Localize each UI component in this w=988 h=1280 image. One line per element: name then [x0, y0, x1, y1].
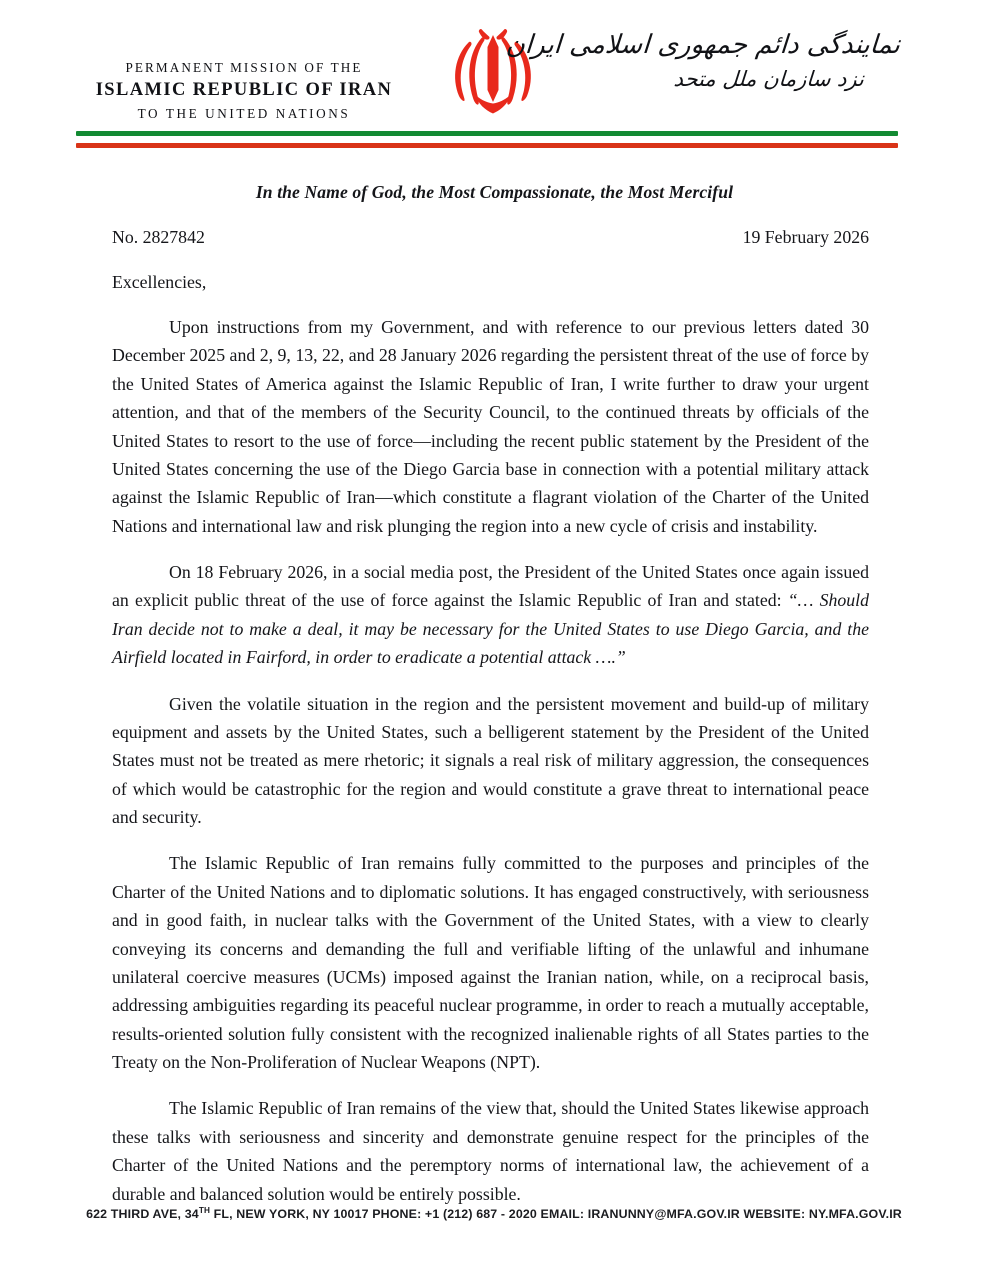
paragraph-1: Upon instructions from my Government, and with reference to our previous letters dated 30 December 2025 and 2, 9, 13, 22, and 28 January 2026 regarding the persistent threat of the use of force by the United States of America against the Islamic Republic of Iran, I write further to draw your urgent attention, and that of the members of the Security Council, to the continued threats by officials of the United States to resort to the use of force—including the recent public statement by the President of the United States concerning the use of the Diego Garcia base in connection with a potential military attack against the Islamic Republic of Iran—which constitute a flagrant violation of the Charter of the United Nations and international law and risk plunging the region into a new cycle of crisis and instability.: [112, 317, 869, 536]
salutation: Excellencies,: [112, 272, 207, 292]
paragraph-4: The Islamic Republic of Iran remains fully committed to the purposes and principles of the Charter of the United Nations and to diplomatic solutions. It has engaged constructively, with seriousness and in good faith, in nuclear talks with the Government of the United States, with a view to clearly conveying its concerns and demanding the full and verifiable lifting of the unlawful and inhumane unilateral coercive measures (UCMs) imposed against the Iranian nation, while, on a reciprocal basis, addressing ambiguities regarding its peaceful nuclear programme, in order to reach a mutually acceptable, results-oriented solution fully consistent with the recognized inalienable rights of all States parties to the Treaty on the Non-Proliferation of Nuclear Weapons (NPT).: [112, 853, 869, 1072]
letterhead: [0, 0, 988, 160]
persian-title-line-1: نمایندگی دائم جمهوری اسلامی ایران: [504, 30, 902, 60]
mission-title-block: [84, 58, 404, 123]
document-date: 19 February 2026: [742, 227, 869, 247]
paragraph-2-quote: [112, 558, 869, 672]
mission-title-line-3: TO THE UNITED NATIONS: [137, 106, 351, 122]
quoted-statement: “… Should Iran decide not to make a deal, it may be necessary for the United States to use Diego Garcia, and the Airfield located in Fairford, in order to eradicate a potential attack ….”: [112, 590, 869, 668]
persian-title-line-2: نزد سازمان ملل متحد: [672, 67, 865, 92]
letterhead-red-rule: [76, 143, 898, 148]
letterhead-green-rule: [76, 131, 898, 136]
document-number: No. 2827842: [112, 227, 205, 247]
footer-ordinal-suffix: TH: [198, 1205, 211, 1215]
paragraph-5: The Islamic Republic of Iran remains of the view that, should the United States likewise approach these talks with seriousness and sincerity and demonstrate genuine respect for the principles of the Charter of the United Nations and the peremptory norms of international law, the achievement of a durable and balanced solution would be entirely possible.: [112, 1098, 869, 1204]
mission-title-line-2: ISLAMIC REPUBLIC OF IRAN: [95, 80, 393, 101]
letter-body: [112, 182, 869, 1208]
mission-title-line-1: PERMANENT MISSION OF THE: [125, 60, 363, 75]
footer-address-rest: FL, NEW YORK, NY 10017 PHONE: +1 (212) 687 - 2020 EMAIL: IRANUNNY@MFA.GOV.IR WEBSITE: NY.MFA.GOV.IR: [210, 1207, 902, 1221]
persian-mission-title-block: [504, 28, 902, 93]
quote-lead-text: On 18 February 2026, in a social media post, the President of the United States once again issued an explicit public threat of the use of force against the Islamic Republic of Iran and stated:: [112, 562, 869, 611]
footer-contact-line: [0, 1207, 988, 1221]
paragraph-3: Given the volatile situation in the region and the persistent movement and build-up of military equipment and assets by the United States, such a belligerent statement by the President of the United States must not be treated as mere rhetoric; it signals a real risk of military aggression, the consequences of which would be catastrophic for the region and would constitute a grave threat to international peace and security.: [112, 693, 869, 827]
reference-line: [112, 227, 869, 248]
invocation-line: In the Name of God, the Most Compassionate, the Most Merciful: [255, 182, 734, 202]
footer-address-prefix: 622 THIRD AVE, 34: [86, 1207, 199, 1221]
